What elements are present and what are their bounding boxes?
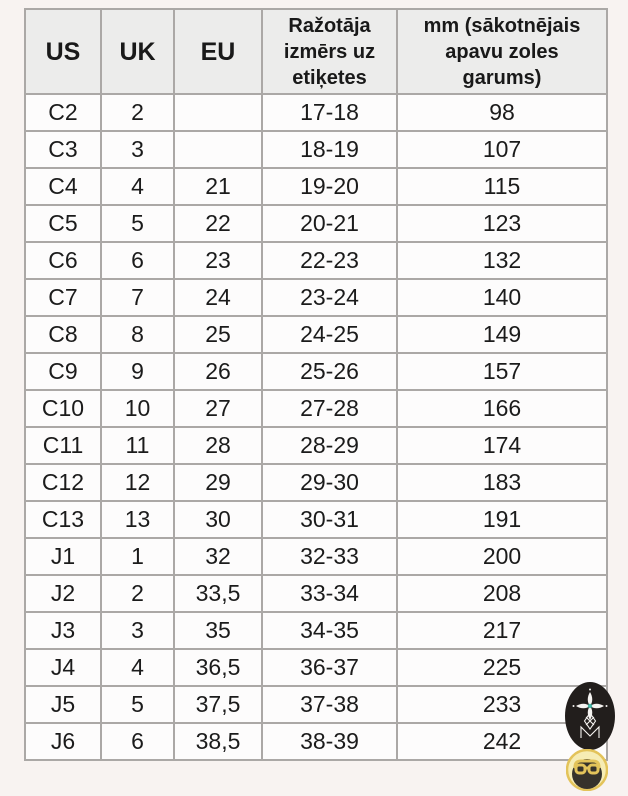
table-cell: 3 xyxy=(101,612,174,649)
table-cell: 24 xyxy=(174,279,262,316)
table-row xyxy=(25,649,607,686)
table-cell: 2 xyxy=(101,94,174,131)
table-cell: 3 xyxy=(101,131,174,168)
table-cell: 36,5 xyxy=(174,649,262,686)
table-cell: 225 xyxy=(397,649,607,686)
table-cell: 8 xyxy=(101,316,174,353)
table-cell: 37-38 xyxy=(262,686,397,723)
avatar-badge[interactable] xyxy=(566,749,608,791)
table-cell: 34-35 xyxy=(262,612,397,649)
table-cell: 98 xyxy=(397,94,607,131)
column-header: UK xyxy=(101,9,174,94)
table-cell: 38-39 xyxy=(262,723,397,760)
table-cell: 6 xyxy=(101,723,174,760)
column-header: EU xyxy=(174,9,262,94)
table-cell: C9 xyxy=(25,353,101,390)
table-header xyxy=(25,9,607,94)
table-cell: C3 xyxy=(25,131,101,168)
table-row xyxy=(25,205,607,242)
table-cell: 36-37 xyxy=(262,649,397,686)
table-cell: 6 xyxy=(101,242,174,279)
table-cell: 35 xyxy=(174,612,262,649)
table-cell: C10 xyxy=(25,390,101,427)
table-cell: 30-31 xyxy=(262,501,397,538)
table-cell: 5 xyxy=(101,686,174,723)
table-cell: 18-19 xyxy=(262,131,397,168)
table-cell: C8 xyxy=(25,316,101,353)
table-cell: 19-20 xyxy=(262,168,397,205)
table-cell: 217 xyxy=(397,612,607,649)
table-cell: J5 xyxy=(25,686,101,723)
table-row xyxy=(25,427,607,464)
table-cell: 233 xyxy=(397,686,607,723)
table-cell: 29 xyxy=(174,464,262,501)
table-cell: 20-21 xyxy=(262,205,397,242)
column-header: US xyxy=(25,9,101,94)
table-cell: 7 xyxy=(101,279,174,316)
table-cell: 115 xyxy=(397,168,607,205)
table-row xyxy=(25,501,607,538)
table-cell: 33-34 xyxy=(262,575,397,612)
table-cell: 174 xyxy=(397,427,607,464)
header-row xyxy=(25,9,607,94)
table-cell: 26 xyxy=(174,353,262,390)
table-cell: C2 xyxy=(25,94,101,131)
table-cell: 27-28 xyxy=(262,390,397,427)
table-row xyxy=(25,612,607,649)
brand-watermark xyxy=(563,680,619,755)
table-cell: C6 xyxy=(25,242,101,279)
table-cell: 32-33 xyxy=(262,538,397,575)
table-cell: J3 xyxy=(25,612,101,649)
table-cell: 208 xyxy=(397,575,607,612)
table-cell: 25 xyxy=(174,316,262,353)
table-cell: 28-29 xyxy=(262,427,397,464)
table-cell: 32 xyxy=(174,538,262,575)
table-cell: C12 xyxy=(25,464,101,501)
table-cell: 132 xyxy=(397,242,607,279)
table-row xyxy=(25,353,607,390)
table-row xyxy=(25,168,607,205)
table-cell: 140 xyxy=(397,279,607,316)
table-cell: 17-18 xyxy=(262,94,397,131)
table-cell: J1 xyxy=(25,538,101,575)
table-row xyxy=(25,316,607,353)
table-row xyxy=(25,279,607,316)
table-row xyxy=(25,390,607,427)
table-cell: C13 xyxy=(25,501,101,538)
table-cell: J6 xyxy=(25,723,101,760)
avatar-badge-icon xyxy=(566,749,608,791)
table-cell: 149 xyxy=(397,316,607,353)
table-cell: 33,5 xyxy=(174,575,262,612)
table-cell: 107 xyxy=(397,131,607,168)
table-row xyxy=(25,131,607,168)
table-cell: 30 xyxy=(174,501,262,538)
table-cell: 12 xyxy=(101,464,174,501)
table-cell: C7 xyxy=(25,279,101,316)
table-cell: 183 xyxy=(397,464,607,501)
table-cell: 4 xyxy=(101,649,174,686)
table-cell: 23-24 xyxy=(262,279,397,316)
table-cell: 200 xyxy=(397,538,607,575)
table-cell: 123 xyxy=(397,205,607,242)
table-row xyxy=(25,575,607,612)
table-cell: J4 xyxy=(25,649,101,686)
table-cell: 2 xyxy=(101,575,174,612)
table-cell: 242 xyxy=(397,723,607,760)
table-cell: 29-30 xyxy=(262,464,397,501)
table-cell: 37,5 xyxy=(174,686,262,723)
table-cell: 11 xyxy=(101,427,174,464)
table-cell: 166 xyxy=(397,390,607,427)
table-cell: 24-25 xyxy=(262,316,397,353)
table-cell xyxy=(174,131,262,168)
size-conversion-table-container xyxy=(24,8,606,761)
table-row xyxy=(25,464,607,501)
table-cell: 191 xyxy=(397,501,607,538)
table-cell xyxy=(174,94,262,131)
table-cell: 21 xyxy=(174,168,262,205)
table-cell: 22-23 xyxy=(262,242,397,279)
table-row xyxy=(25,723,607,760)
table-cell: 4 xyxy=(101,168,174,205)
table-cell: 13 xyxy=(101,501,174,538)
table-cell: C4 xyxy=(25,168,101,205)
table-cell: 28 xyxy=(174,427,262,464)
table-cell: 10 xyxy=(101,390,174,427)
table-cell: 27 xyxy=(174,390,262,427)
table-cell: 25-26 xyxy=(262,353,397,390)
table-cell: 5 xyxy=(101,205,174,242)
table-cell: C5 xyxy=(25,205,101,242)
table-body xyxy=(25,94,607,760)
table-row xyxy=(25,538,607,575)
table-cell: 38,5 xyxy=(174,723,262,760)
flower-center-dot xyxy=(588,704,592,708)
table-row xyxy=(25,242,607,279)
table-cell: 22 xyxy=(174,205,262,242)
column-header: mm (sākotnējais apavu zoles garums) xyxy=(397,9,607,94)
table-cell: 157 xyxy=(397,353,607,390)
table-row xyxy=(25,94,607,131)
table-cell: 1 xyxy=(101,538,174,575)
table-row xyxy=(25,686,607,723)
column-header: Ražotāja izmērs uz etiķetes xyxy=(262,9,397,94)
table-cell: 23 xyxy=(174,242,262,279)
table-cell: J2 xyxy=(25,575,101,612)
table-cell: C11 xyxy=(25,427,101,464)
table-cell: 9 xyxy=(101,353,174,390)
brand-watermark-icon xyxy=(563,680,619,755)
size-table xyxy=(24,8,608,761)
